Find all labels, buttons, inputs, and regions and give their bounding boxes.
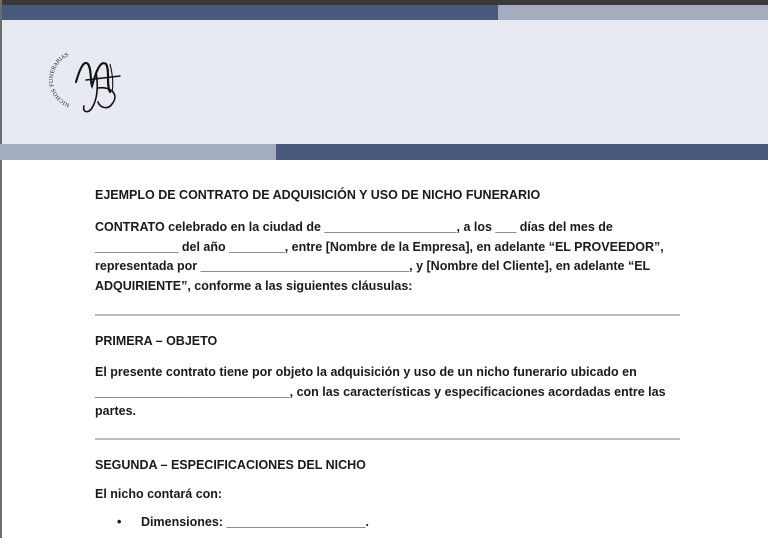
bullet-icon: • [117,515,122,529]
header-divider-stripe [0,144,768,160]
list-item [95,515,369,529]
viewer-top-bar [0,0,768,20]
company-logo [40,42,136,122]
header-bar-dark [0,5,498,20]
header-bar-light [498,5,768,20]
document-title: EJEMPLO DE CONTRATO DE ADQUISICIÓN Y USO DE NICHO FUNERARIO [95,188,541,202]
list-item-text: Dimensiones: ____________________. [141,515,369,529]
intro-paragraph: CONTRATO celebrado en la ciudad de ___________________, a los ___ días del mes de ____________ del año ________, entre [Nombre de la Empresa], en adelante “EL PROVEEDOR”, representada por ______________________________, y [Nombre del Cliente], en adelante “EL ADQUIRIENTE”, conforme a las siguientes cláusulas: [95,220,664,293]
specifications-list [95,515,369,529]
section-divider [95,438,680,440]
logo-circular-text: NICHOS FUNERARIAS [48,52,71,108]
section-body-primera: El presente contrato tiene por objeto la adquisición y uso de un nicho funerario ubicado en ____________________________, con las características y especificaciones acordadas entre las partes. [95,365,666,418]
logo-flourish [110,64,113,92]
stripe-dark-segment [276,144,768,160]
section-heading-segunda: SEGUNDA – ESPECIFICACIONES DEL NICHO [95,458,366,472]
section-body-segunda: El nicho contará con: [95,487,223,501]
section-divider [95,314,680,316]
stripe-light-segment [0,144,276,160]
section-heading-primera: PRIMERA – OBJETO [95,334,218,348]
